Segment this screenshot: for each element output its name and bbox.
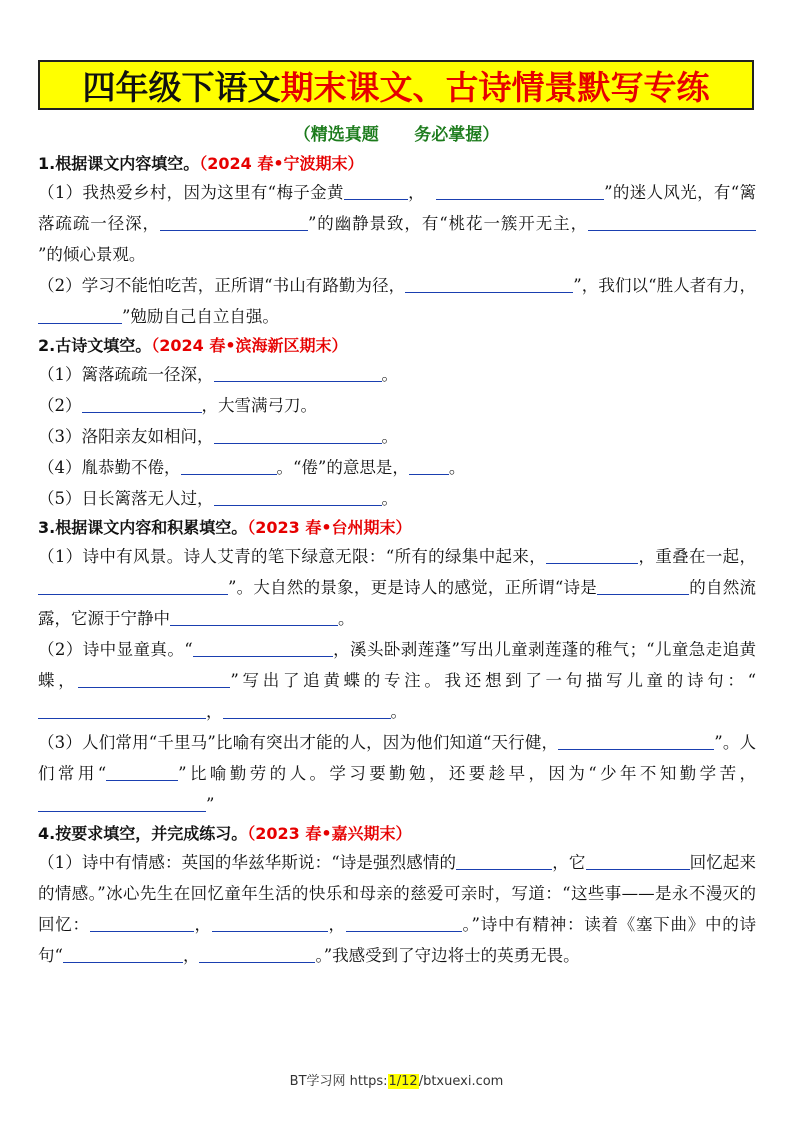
section-source: （2023 春•台州期末） [247,518,412,537]
question-text: （3）洛阳亲友如相问， [38,427,214,446]
page-title [38,60,754,110]
question-text: ， [407,183,425,202]
question-text: ， [327,915,346,934]
question-text: 。 [390,702,407,721]
question-text: ”。大自然的景象，更是诗人的感觉，正所谓“诗是 [228,578,598,597]
question-text: （4）胤恭勤不倦， [38,458,181,477]
footer-site: BT学习网 https: [289,1074,388,1089]
question-text: 。 [381,365,398,384]
fill-blank[interactable] [405,274,573,293]
fill-blank[interactable] [63,944,183,963]
question-text: （3）人们常用“千里马”比喻有突出才能的人，因为他们知道“天行健， [38,733,559,752]
question-text: ， [182,946,200,965]
section-heading-text: 1.根据课文内容填空。 [38,154,200,173]
question-2-2 [38,390,756,421]
subtitle-right: 务必掌握） [414,125,500,145]
fill-blank[interactable] [38,700,206,719]
worksheet-content [38,150,756,971]
question-2-1 [38,359,756,390]
section-1-heading [38,150,756,177]
question-text: ”的迷人风光，有“篱落疏疏一径深， [38,183,757,233]
fill-blank[interactable] [436,181,604,200]
question-text: ，溪头卧剥莲蓬”写出儿童剥莲蓬的稚气；“儿童急走追黄蝶， [38,640,757,690]
question-text: 。”诗中有精神：读着《塞下曲》中的诗句“ [38,915,757,965]
fill-blank[interactable] [546,545,638,564]
question-2-5 [38,483,756,514]
question-text: ， [193,915,212,934]
question-3-3 [38,727,756,820]
fill-blank[interactable] [409,456,449,475]
fill-blank[interactable] [558,731,618,750]
question-text: ”的倾心景观。 [38,245,146,264]
question-2-4 [38,452,756,483]
question-text: ”写出了追黄蝶的专注。我还想到了一句描写儿童的诗句：“ [230,671,757,690]
question-text: ”勉励自己自立自强。 [122,307,279,326]
fill-blank[interactable] [588,212,756,231]
question-4-1 [38,847,756,971]
section-4-heading [38,820,756,847]
question-3-2 [38,634,756,727]
question-text: ”，我们以“胜人者有力， [573,276,757,295]
question-text: ，大雪满弓刀。 [201,396,317,415]
question-text: 。 [448,458,466,477]
question-1-1 [38,177,756,270]
question-text: 。“倦”的意思是， [276,458,409,477]
question-2-3 [38,421,756,452]
section-2-heading [38,332,756,359]
subtitle [0,120,793,145]
question-text: ”的幽静景致，有“桃花一簇开无主， [307,214,588,233]
question-text: （5）日长篱落无人过， [38,489,214,508]
question-text: 。 [381,489,398,508]
question-text: 。 [381,427,398,446]
fill-blank[interactable] [181,456,277,475]
fill-blank[interactable] [344,181,408,200]
section-heading-text: 2.古诗文填空。 [38,336,152,355]
question-text: ”。人们常用“ [38,733,756,783]
fill-blank[interactable] [597,576,689,595]
fill-blank[interactable] [106,762,178,781]
section-3-heading [38,514,756,541]
question-text: ” [206,795,215,814]
section-source: （2024 春•宁波期末） [199,154,364,173]
question-text: ，重叠在一起， [638,547,756,566]
question-text: ”比喻勤劳的人。学习要勤勉，还要趁早，因为“少年不知勤学苦， [178,764,756,783]
fill-blank[interactable] [82,394,202,413]
title-grade: 四年级下语文 [82,67,281,107]
fill-blank[interactable] [212,913,328,932]
question-text: 的自然流露，它源于宁静中 [38,578,756,628]
question-1-2 [38,270,756,332]
section-heading-text: 4.按要求填空，并完成练习。 [38,824,248,843]
fill-blank[interactable] [160,212,308,231]
question-text: （1）诗中有风景。诗人艾青的笔下绿意无限：“所有的绿集中起来， [38,547,547,566]
fill-blank[interactable] [214,487,382,506]
fill-blank[interactable] [586,851,642,870]
fill-blank[interactable] [199,944,315,963]
question-text: 回忆起来的情感。”冰心先生在回忆童年生活的快乐和母亲的慈爱可亲时，写道：“这些事——是永不漫灭的回忆： [38,853,757,934]
question-text: ， [206,702,223,721]
page-number: 1/12 [388,1074,418,1089]
question-text: 。 [338,609,355,628]
page-footer [0,1070,793,1089]
fill-blank[interactable] [618,731,714,750]
fill-blank[interactable] [193,638,333,657]
question-3-1 [38,541,756,634]
fill-blank[interactable] [38,793,206,812]
fill-blank[interactable] [456,851,552,870]
question-text: ，它 [552,853,586,872]
title-topic: 期末课文、古诗情景默写专练 [280,67,710,107]
question-text: 。”我感受到了守边将士的英勇无畏。 [315,946,580,965]
question-text: （2）学习不能怕吃苦，正所谓“书山有路勤为径， [38,276,406,295]
question-text: （2） [38,396,82,415]
fill-blank[interactable] [38,576,228,595]
fill-blank[interactable] [223,700,391,719]
fill-blank[interactable] [346,913,462,932]
fill-blank[interactable] [642,851,690,870]
fill-blank[interactable] [214,363,382,382]
fill-blank[interactable] [38,305,122,324]
question-text: （1）我热爱乡村，因为这里有“梅子金黄 [38,183,344,202]
subtitle-left: （精选真题 [293,125,379,145]
section-heading-text: 3.根据课文内容和积累填空。 [38,518,248,537]
fill-blank[interactable] [90,913,194,932]
question-text: （1）篱落疏疏一径深， [38,365,214,384]
fill-blank[interactable] [78,669,230,688]
question-text: （1）诗中有情感：英国的华兹华斯说：“诗是强烈感情的 [38,853,457,872]
section-source: （2023 春•嘉兴期末） [247,824,412,843]
question-text: （2）诗中显童真。“ [38,640,193,659]
footer-url: /btxuexi.com [418,1074,504,1089]
fill-blank[interactable] [170,607,338,626]
fill-blank[interactable] [214,425,382,444]
section-source: （2024 春•滨海新区期末） [151,336,348,355]
